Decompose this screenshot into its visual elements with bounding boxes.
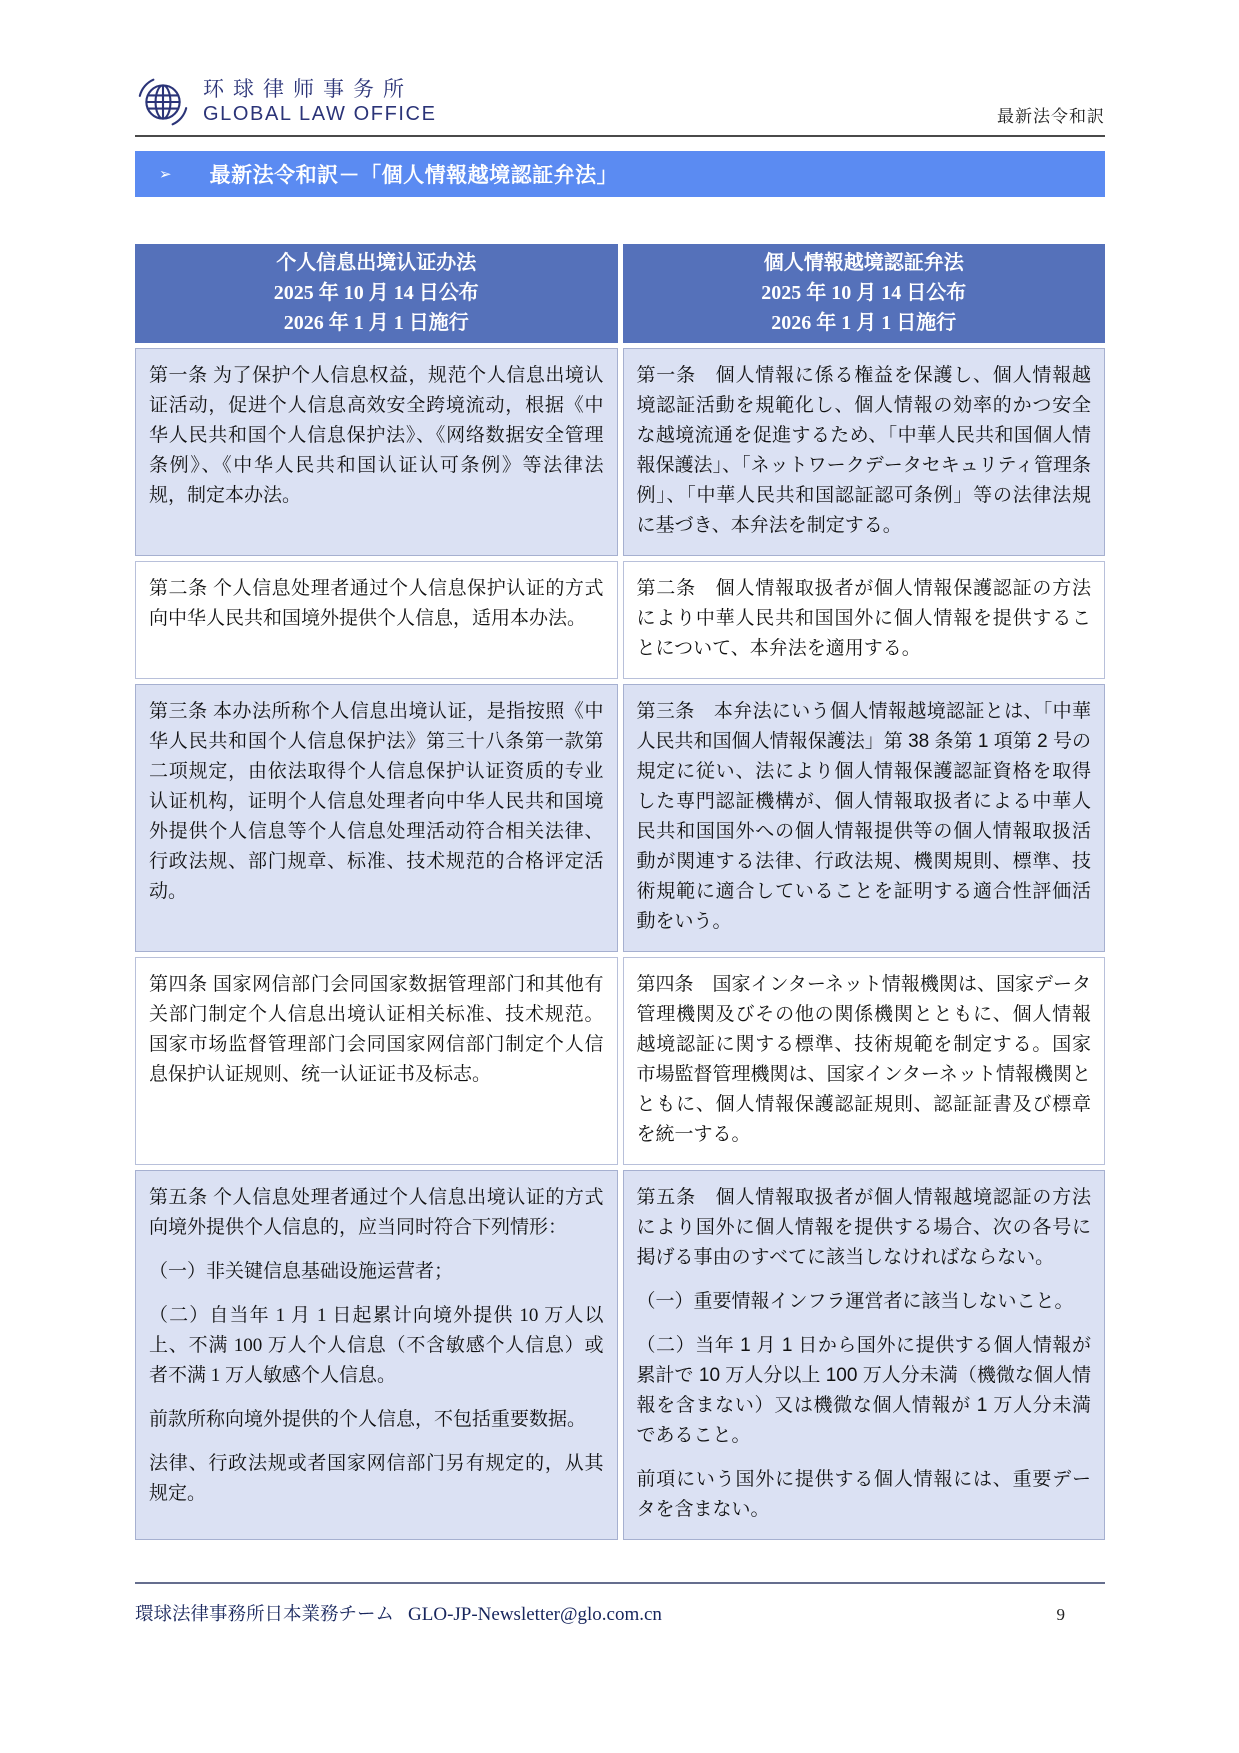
column-header-effective-date: 2026 年 1 月 1 日施行 [283, 312, 469, 334]
article-2-japanese [623, 561, 1106, 679]
section-banner [135, 151, 1105, 197]
paragraph: 第一条 为了保护个人信息权益，规范个人信息出境认证活动，促进个人信息高效安全跨境流动，根据《中华人民共和国个人信息保护法》、《网络数据安全管理条例》、《中华人民共和国认证认可条例》等法律法规，制定本办法。 [149, 365, 604, 506]
paragraph: 第一条 個人情報に係る権益を保護し、個人情報越境認証活動を規範化し、個人情報の効率的かつ安全な越境流通を促進するため、「中華人民共和国個人情報保護法」、「ネットワークデータセキュリティ管理条例」、「中華人民共和国認証認可条例」等の法律法規に基づき、本弁法を制定する。 [636, 365, 1091, 536]
paragraph: 前項にいう国外に提供する個人情報には、重要データを含まない。 [636, 1469, 1091, 1520]
bilingual-law-table [135, 244, 1105, 1540]
column-header-japanese [623, 244, 1106, 343]
section-title: 最新法令和訳－「個人情報越境認証弁法」 [209, 164, 619, 187]
paragraph: 第二条 個人情報取扱者が個人情報保護認証の方法により中華人民共和国国外に個人情報を提供することについて、本弁法を適用する。 [636, 578, 1091, 659]
paragraph: 第四条 国家インターネット情報機関は、国家データ管理機関及びその他の関係機関とともに、個人情報越境認証に関する標準、技術規範を制定する。国家市場監督管理機関は、国家インターネット情報機関とともに、個人情報保護認証規則、認証証書及び標章を統一する。 [636, 974, 1091, 1145]
article-5-chinese [135, 1170, 618, 1540]
footer-team-name: 環球法律事務所日本業務チーム [135, 1603, 395, 1624]
page-header [135, 0, 1105, 130]
paragraph: 法律、行政法规或者国家网信部门另有规定的，从其规定。 [149, 1453, 604, 1504]
article-2-chinese [135, 561, 618, 679]
column-header-publish-date: 2025 年 10 月 14 日公布 [273, 282, 479, 304]
paragraph: 第五条 個人情報取扱者が個人情報越境認証の方法により国外に個人情報を提供する場合、次の各号に掲げる事由のすべてに該当しなければならない。 [636, 1187, 1091, 1268]
table-row-article-3 [135, 684, 1105, 952]
table-row-article-2 [135, 561, 1105, 679]
paragraph: 第三条 本弁法にいう個人情報越境認証とは、「中華人民共和国個人情報保護法」第 38 条第 1 項第 2 号の規定に従い、法により個人情報保護認証資格を取得した専門認証機構が、個人情報取扱者による中華人民共和国国外への個人情報提供等の個人情報取扱活動が関連する法律、行政法規、機関規則、標準、技術規範に適合していることを証明する適合性評価活動をいう。 [636, 701, 1091, 932]
article-4-chinese [135, 957, 618, 1165]
arrow-bullet-icon: ➢ [159, 166, 172, 183]
globe-icon [135, 74, 191, 130]
article-1-japanese [623, 348, 1106, 556]
paragraph: （一）重要情報インフラ運営者に該当しないこと。 [636, 1291, 1074, 1312]
column-header-publish-date: 2025 年 10 月 14 日公布 [761, 282, 967, 304]
paragraph: 第二条 个人信息处理者通过个人信息保护认证的方式向中华人民共和国境外提供个人信息，适用本办法。 [149, 578, 604, 629]
table-header-row [135, 244, 1105, 343]
paragraph: （一）非关键信息基础设施运营者； [149, 1261, 454, 1282]
article-4-japanese [623, 957, 1106, 1165]
logo-chinese-name: 环球律师事务所 [203, 77, 413, 101]
page-number: 9 [1056, 1605, 1065, 1624]
paragraph: 前款所称向境外提供的个人信息，不包括重要数据。 [149, 1409, 587, 1430]
article-1-chinese [135, 348, 618, 556]
page-footer [135, 1600, 1105, 1626]
paragraph: 第三条 本办法所称个人信息出境认证，是指按照《中华人民共和国个人信息保护法》第三十八条第一款第二项规定，由依法取得个人信息保护认证资质的专业认证机构，证明个人信息处理者向中华人民共和国境外提供个人信息等个人信息处理活动符合相关法律、行政法规、部门规章、标准、技术规范的合格评定活动。 [149, 701, 604, 902]
paragraph: （二）自当年 1 月 1 日起累计向境外提供 10 万人以上、不满 100 万人个人信息（不含敏感个人信息）或者不满 1 万人敏感个人信息。 [149, 1305, 604, 1386]
footer-divider [135, 1582, 1105, 1584]
column-header-title: 个人信息出境认证办法 [276, 252, 477, 274]
column-header-effective-date: 2026 年 1 月 1 日施行 [771, 312, 957, 334]
table-row-article-4 [135, 957, 1105, 1165]
running-head-label: 最新法令和訳 [997, 107, 1105, 126]
article-3-chinese [135, 684, 618, 952]
header-divider [135, 135, 1105, 137]
paragraph: 第四条 国家网信部门会同国家数据管理部门和其他有关部门制定个人信息出境认证相关标准、技术规范。国家市场监督管理部门会同国家网信部门制定个人信息保护认证规则、统一认证证书及标志。 [149, 974, 604, 1085]
column-header-chinese [135, 244, 618, 343]
paragraph: （二）当年 1 月 1 日から国外に提供する個人情報が累計で 10 万人分以上 100 万人分未満（機微な個人情報を含まない）又は機微な個人情報が 1 万人分未満であること。 [636, 1335, 1091, 1446]
paragraph: 第五条 个人信息处理者通过个人信息出境认证的方式向境外提供个人信息的，应当同时符合下列情形： [149, 1187, 604, 1238]
global-law-office-logo [135, 74, 437, 130]
article-5-japanese [623, 1170, 1106, 1540]
table-row-article-5 [135, 1170, 1105, 1540]
table-row-article-1 [135, 348, 1105, 556]
footer-email: GLO-JP-Newsletter@glo.com.cn [408, 1604, 662, 1625]
article-3-japanese [623, 684, 1106, 952]
column-header-title: 個人情報越境認証弁法 [763, 252, 964, 274]
logo-english-name: GLOBAL LAW OFFICE [203, 102, 437, 125]
